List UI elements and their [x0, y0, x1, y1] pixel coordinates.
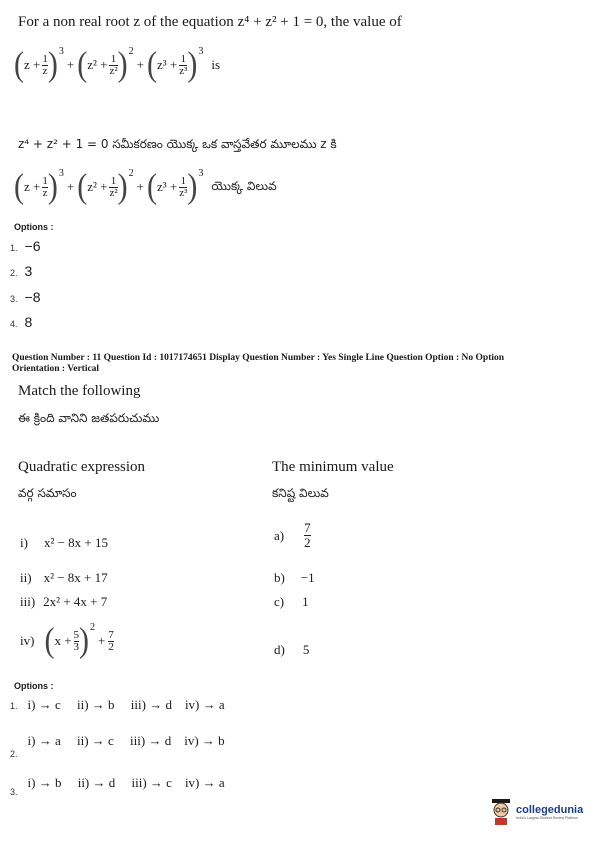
logo-tagline: India's Largest Student Review Platform — [516, 815, 579, 820]
logo-wordmark: collegedunia — [516, 803, 584, 816]
match-row-i-left: i) x² − 8x + 15 — [20, 535, 109, 550]
q10-option-1[interactable]: 1. −6 — [10, 238, 41, 254]
q10-option-4[interactable]: 4. 8 — [10, 314, 33, 330]
match-row-ii-left: ii) x² − 8x + 17 — [20, 570, 108, 585]
col-left-header-te: వర్గ సమాసం — [18, 486, 77, 500]
student-mascot-icon — [489, 798, 513, 826]
collegedunia-logo — [489, 798, 583, 826]
q11-title-en: Match the following — [18, 383, 141, 399]
q11-meta-line2: Orientation : Vertical — [12, 364, 100, 374]
q10-options-label: Options : — [14, 222, 54, 232]
q11-option-1[interactable]: 1. i) → c ii) → b iii) → d iv) → a — [10, 697, 225, 712]
match-row-iii-left: iii) 2x² + 4x + 7 — [20, 594, 108, 609]
col-right-header-en: The minimum value — [272, 459, 394, 475]
q10-expression-te: ( z + $\frac{1}{z}$ ) 3 + ( z² + $\frac{1}{\text{z²}}$ ) 2 + ( z³ + $\frac{1}{\text{z³}}$ ) 3 యొక్క విలువ — [14, 167, 277, 206]
q10-stem-te: z⁴ + z² + 1 = 0 సమీకరణం యొక్క ఒక వాస్తవేతర మూలము z కి — [18, 137, 337, 151]
q11-options-label: Options : — [14, 681, 54, 691]
match-row-a-right: a) $\frac{7}{2}$ — [274, 520, 311, 550]
q10-option-2[interactable]: 2. 3 — [10, 263, 33, 279]
q10-is-label: is — [211, 57, 221, 72]
q11-option-3[interactable]: $_{3.}$ i) → b ii) → d iii) → c iv) → a — [10, 775, 225, 797]
match-row-d-right: d) 5 — [274, 642, 310, 657]
q10-expression-en: ( z + $\frac{1}{z}$ ) 3 + ( z² + $\frac{1}{\text{z²}}$ ) 2 + ( z³ + $\frac{1}{\text{z³}}$ ) 3 is — [14, 45, 221, 84]
q10-te-suffix: యొక్క విలువ — [211, 178, 277, 193]
col-left-header-en: Quadratic expression — [18, 459, 146, 475]
q10-stem-en: For a non real root z of the equation z⁴ + z² + 1 = 0, the value of — [18, 14, 402, 30]
match-row-b-right: b) −1 — [274, 570, 315, 585]
col-right-header-te: కనిష్ట విలువ — [272, 486, 329, 500]
q11-meta-line1: Question Number : 11 Question Id : 1017174651 Display Question Number : Yes Single Line Question Option : No Option — [12, 353, 505, 363]
q11-title-te: ఈ క్రింది వానిని జతపరుచుము — [18, 411, 160, 425]
match-row-iv-left: iv) ( x + $\frac{5}{3}$ ) 2 + $\frac{7}{2}$ — [20, 621, 114, 660]
match-row-c-right: c) 1 — [274, 594, 309, 609]
q11-option-2[interactable]: $_{2.}$ i) → a ii) → c iii) → d iv) → b — [10, 733, 225, 759]
q10-option-3[interactable]: 3. −8 — [10, 289, 41, 305]
